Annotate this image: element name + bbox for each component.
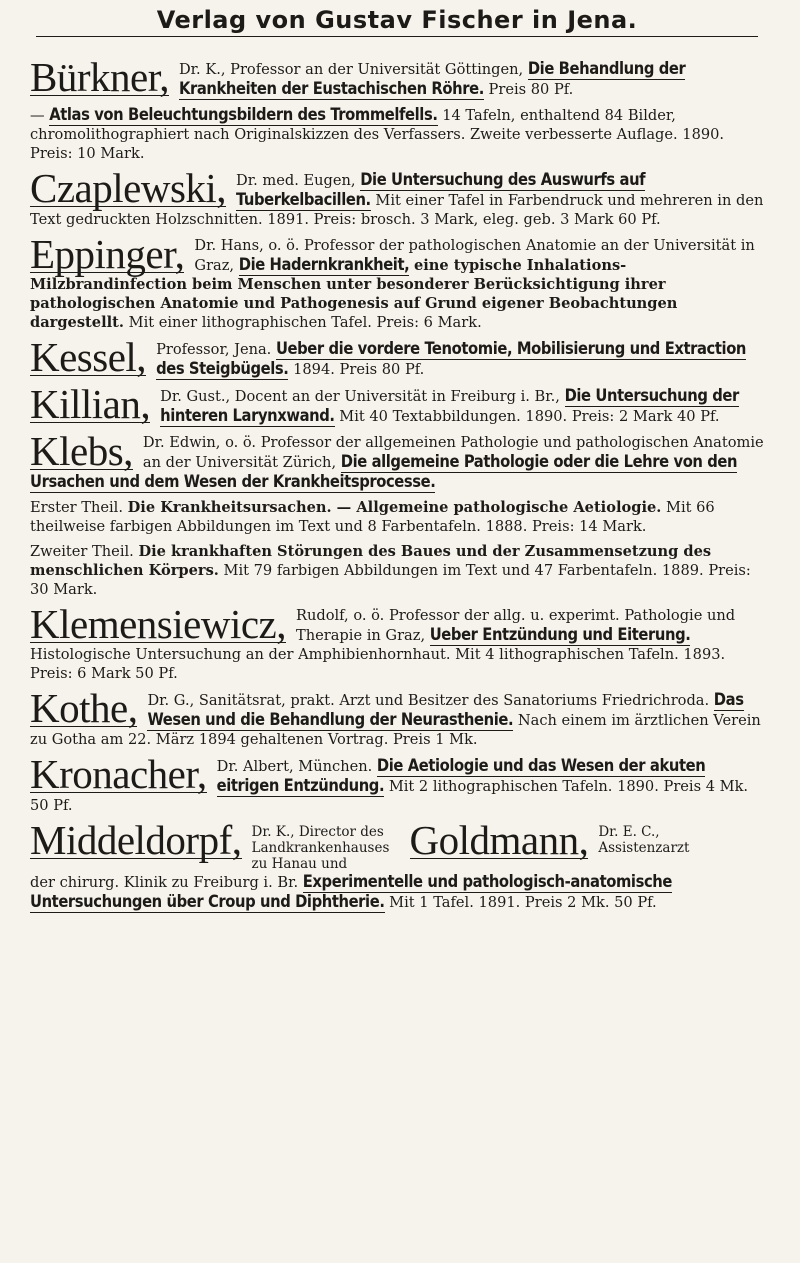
- author-affiliation: Professor, Jena.: [156, 341, 272, 358]
- author-affiliation: Dr. G., Sanitätsrat, prakt. Arzt und Besitzer des Sanatoriums Friedrichroda.: [147, 692, 710, 709]
- book-title: Atlas von Beleuchtungsbildern des Trommelfells.: [49, 105, 438, 124]
- author-name: Klebs,: [30, 428, 133, 474]
- entry-kronacher: [30, 751, 764, 815]
- author-affiliation: Dr. Hans, o. ö. Professor der pathologischen Anatomie an der Universität in Graz,: [194, 237, 755, 274]
- entry-klebs: [30, 428, 764, 599]
- author-name: Kessel,: [30, 334, 147, 380]
- author-affiliation: Dr. med. Eugen,: [236, 172, 356, 189]
- book-description: Mit einer lithographischen Tafel. Preis: 6 Mark.: [128, 314, 482, 331]
- part-label: Erster Theil.: [30, 499, 123, 516]
- book-title: Die Hadernkrankheit,: [238, 255, 410, 274]
- entry-kessel: [30, 334, 764, 380]
- book-title: Ueber die vordere Tenotomie, Mobilisierung und Extraction des Steigbügels.: [156, 339, 747, 378]
- author-affiliation: Dr. Albert, München.: [216, 758, 373, 775]
- book-title: Die allgemeine Pathologie oder die Lehre von den Ursachen und dem Wesen der Krankheitsprocesse.: [30, 452, 738, 491]
- publisher-header: Verlag von Gustav Fischer in Jena.: [156, 6, 638, 34]
- book-description: 14 Tafeln, enthaltend 84 Bilder, chromolithographiert nach Originalskizzen des Verfassers. Zweite verbesserte Auflage. 1890. Preis: 10 Mark.: [30, 107, 725, 162]
- author-affiliation: Dr. K., Professor an der Universität Göttingen,: [178, 61, 524, 78]
- part-description: Mit 79 farbigen Abbildungen im Text und 47 Farbentafeln. 1889. Preis: 30 Mark.: [30, 562, 751, 598]
- sub-entry-part-two: [30, 542, 764, 599]
- header-divider: [36, 36, 758, 37]
- book-title: Die Untersuchung des Auswurfs auf Tuberkelbacillen.: [236, 170, 646, 209]
- author-name: Czaplewski,: [30, 165, 227, 211]
- book-title: Experimentelle und pathologisch-anatomische Untersuchungen über Croup und Diphtherie.: [30, 872, 673, 911]
- entry-eppinger: [30, 231, 764, 332]
- author-affiliation: Dr. K., Director des Landkrankenhauses zu Hanau und: [251, 824, 390, 872]
- book-price: Preis 80 Pf.: [488, 81, 574, 98]
- entry-czaplewski: [30, 165, 764, 229]
- author-name: Killian,: [30, 381, 151, 427]
- entry-buerkner: [30, 54, 764, 163]
- author-name: Klemensiewicz,: [30, 601, 286, 647]
- book-description: Histologische Untersuchung an der Amphibienhornhaut. Mit 4 lithographischen Tafeln. 1893. Preis: 6 Mark 50 Pf.: [30, 646, 726, 682]
- author-name: Kothe,: [30, 685, 138, 731]
- book-description: Mit einer Tafel in Farbendruck und mehreren in den Text gedruckten Holzschnitten. 1891. Preis: brosch. 3 Mark, eleg. geb. 3 Mark 60 Pf.: [30, 192, 764, 228]
- book-title: Das Wesen und die Behandlung der Neurasthenie.: [147, 690, 744, 729]
- book-description: 1894. Preis 80 Pf.: [293, 361, 425, 378]
- book-subtitle: eine typische Inhalations-Milzbrandinfection beim Menschen unter besonderer Berücksichtigung ihrer pathologischen Anatomie und Pathogenesis auf Grund eigener Beobachtungen dargestellt.: [30, 257, 678, 331]
- book-title: Die Behandlung der Krankheiten der Eustachischen Röhre.: [178, 59, 686, 98]
- part-title: Die Krankheitsursachen. — Allgemeine pathologische Aetiologie.: [127, 499, 662, 516]
- coauthor-affiliation: Dr. E. C., Assistenzarzt: [598, 824, 690, 856]
- entry-kothe: [30, 685, 764, 749]
- author-affiliation: Dr. Gust., Docent an der Universität in Freiburg i. Br.,: [160, 388, 560, 405]
- author-name: Eppinger,: [30, 231, 185, 277]
- book-title: Die Untersuchung der hinteren Larynxwand.: [160, 386, 739, 425]
- part-title: Die krankhaften Störungen des Baues und der Zusammensetzung des menschlichen Körpers.: [30, 543, 712, 579]
- author-affiliation: Dr. Edwin, o. ö. Professor der allgemeinen Pathologie und pathologischen Anatomie an der Universität Zürich,: [142, 434, 764, 471]
- part-label: Zweiter Theil.: [30, 543, 134, 560]
- sub-entry-part-one: [30, 498, 764, 536]
- book-title: Die Aetiologie und das Wesen der akuten eitrigen Entzündung.: [216, 756, 706, 795]
- author-name: Middeldorpf,: [30, 817, 242, 863]
- book-description: Mit 2 lithographischen Tafeln. 1890. Preis 4 Mk. 50 Pf.: [30, 778, 749, 814]
- book-description: Mit 1 Tafel. 1891. Preis 2 Mk. 50 Pf.: [389, 894, 657, 911]
- author-name: Bürkner,: [30, 54, 169, 100]
- author-name: Kronacher,: [30, 751, 207, 797]
- coauthor-institution: der chirurg. Klinik zu Freiburg i. Br.: [30, 874, 299, 891]
- entry-killian: [30, 381, 764, 427]
- book-description: Mit 40 Textabbildungen. 1890. Preis: 2 Mark 40 Pf.: [339, 408, 720, 425]
- coauthor-name: Goldmann,: [409, 817, 589, 863]
- sub-entry-atlas: — Atlas von Beleuchtungsbildern des Trommelfells. 14 Tafeln, enthaltend 84 Bilder, chromolithographiert nach Originalskizzen des Verfassers. Zweite verbesserte Auflage. 1890. Preis: 10 Mark.: [30, 105, 725, 162]
- book-title: Ueber Entzündung und Eiterung.: [429, 625, 691, 644]
- part-description: Mit 66 theilweise farbigen Abbildungen im Text und 8 Farbentafeln. 1888. Preis: 14 Mark.: [30, 499, 715, 535]
- author-affiliation: Rudolf, o. ö. Professor der allg. u. experimt. Pathologie und Therapie in Graz,: [295, 607, 736, 644]
- book-description: Nach einem im ärztlichen Verein zu Gotha am 22. März 1894 gehaltenen Vortrag. Preis 1 Mk.: [30, 712, 761, 748]
- entry-klemensiewicz: [30, 601, 764, 683]
- entry-middeldorpf-goldmann: [30, 817, 764, 912]
